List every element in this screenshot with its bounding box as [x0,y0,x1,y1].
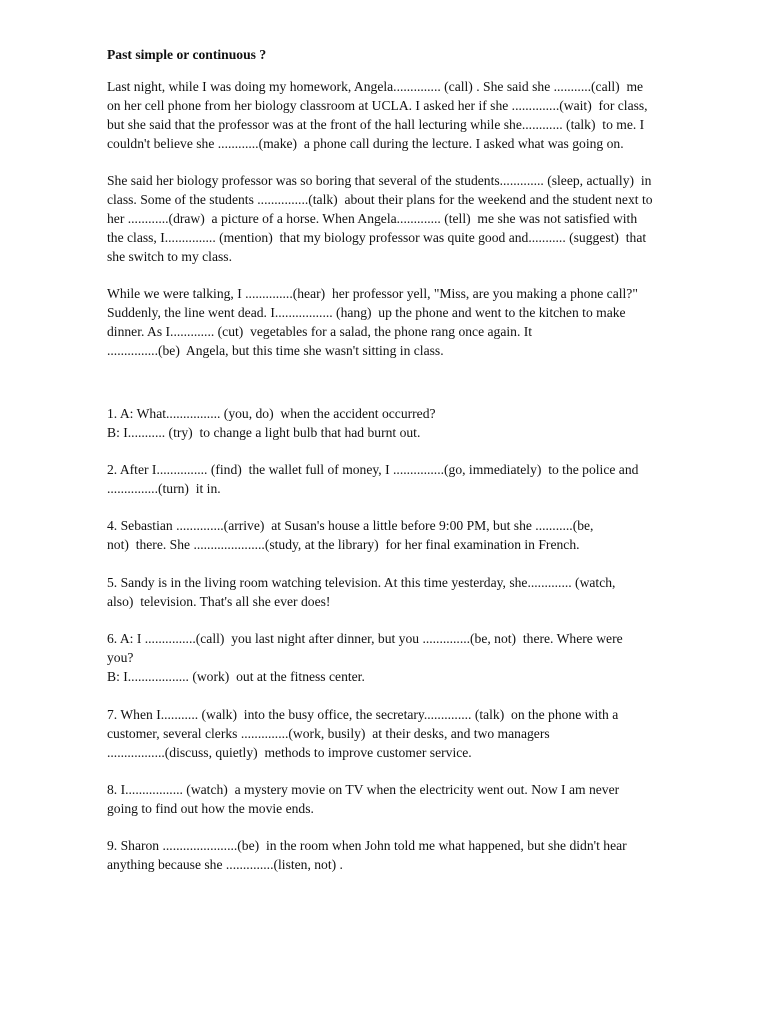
story-line: but she said that the professor was at the front of the hall lecturing while she............ (talk) to me. I [107,117,645,132]
exercise-line: .................(discuss, quietly) methods to improve customer service. [107,745,472,760]
exercise-line: anything because she ..............(listen, not) . [107,857,343,872]
story-line: her ............(draw) a picture of a horse. When Angela............. (tell) me she was not satisfied with [107,211,638,226]
story-line: dinner. As I............. (cut) vegetables for a salad, the phone rang once again. It [107,324,533,339]
exercise-line: also) television. That's all she ever does! [107,594,331,609]
exercise-line: you? [107,650,134,665]
story-line: Last night, while I was doing my homework, Angela.............. (call) . She said she ...........(call) me [107,79,644,94]
story-line: on her cell phone from her biology classroom at UCLA. I asked her if she ..............(wait) for class, [107,98,648,113]
story-line: she switch to my class. [107,249,232,264]
exercise-line: 9. Sharon ......................(be) in the room when John told me what happened, but she didn't hear [107,838,627,853]
exercise-line: 6. A: I ...............(call) you last night after dinner, but you ..............(be, not) there. Where were [107,631,623,646]
exercise-line: 8. I................. (watch) a mystery movie on TV when the electricity went out. Now I am never [107,782,620,797]
story-line: She said her biology professor was so boring that several of the students............. (sleep, actually) in [107,173,652,188]
story-line: the class, I............... (mention) that my biology professor was quite good and........... (suggest) that [107,230,647,245]
story-line: Suddenly, the line went dead. I................. (hang) up the phone and went to the kitchen to make [107,305,626,320]
story-line: While we were talking, I ..............(hear) her professor yell, "Miss, are you making a phone call?" [107,286,638,301]
story-line: ...............(be) Angela, but this time she wasn't sitting in class. [107,343,444,358]
exercise-line: 4. Sebastian ..............(arrive) at Susan's house a little before 9:00 PM, but she ...........(be, [107,518,594,533]
story-line: couldn't believe she ............(make) a phone call during the lecture. I asked what was going on. [107,136,624,151]
story-line: class. Some of the students ...............(talk) about their plans for the weekend and the student next to [107,192,653,207]
exercise-line: going to find out how the movie ends. [107,801,314,816]
exercise-line: 1. A: What................ (you, do) when the accident occurred? [107,406,436,421]
exercise-line: 5. Sandy is in the living room watching television. At this time yesterday, she............. (watch, [107,575,616,590]
exercise-line: not) there. She .....................(study, at the library) for her final examination in French. [107,537,580,552]
exercise-line: ...............(turn) it in. [107,481,221,496]
exercise-line: 2. After I............... (find) the wallet full of money, I ...............(go, immediately) to the police and [107,462,639,477]
exercise-line: customer, several clerks ..............(work, busily) at their desks, and two managers [107,726,550,741]
exercise-line: 7. When I........... (walk) into the busy office, the secretary.............. (talk) on the phone with a [107,707,619,722]
worksheet-title: Past simple or continuous ? [107,47,267,62]
exercise-line: B: I........... (try) to change a light bulb that had burnt out. [107,425,421,440]
exercise-line: B: I.................. (work) out at the fitness center. [107,669,365,684]
